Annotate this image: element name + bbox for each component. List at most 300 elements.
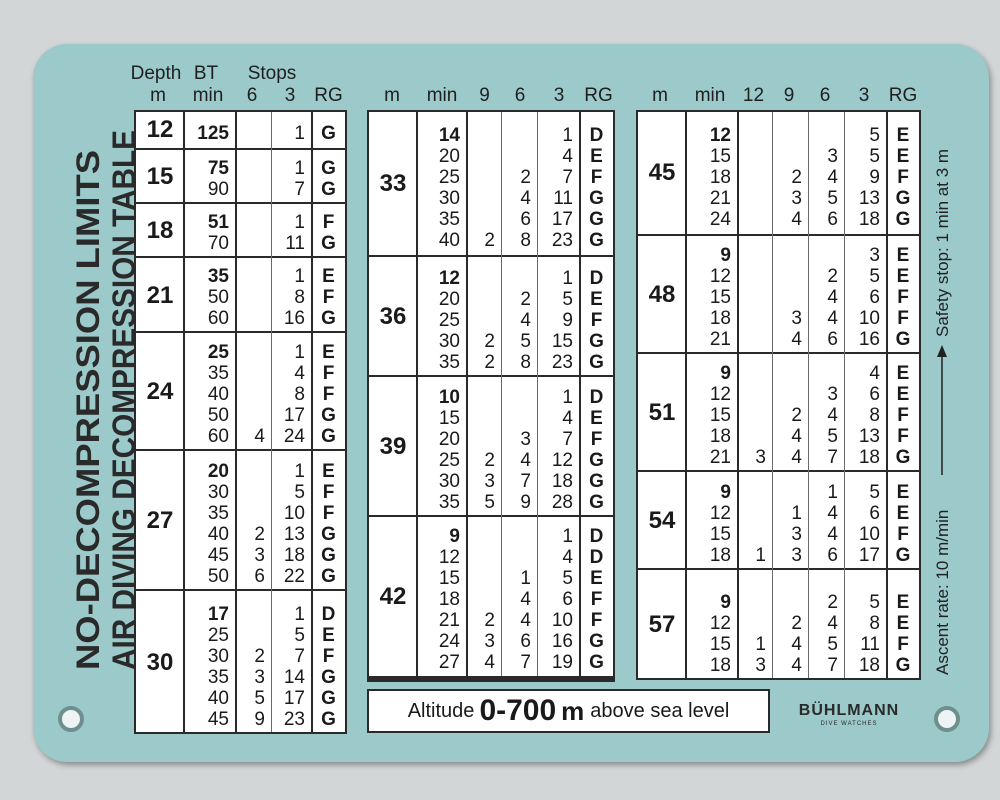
repetitive-group: F: [897, 426, 909, 447]
repetitive-group: G: [895, 655, 911, 676]
stop-minutes: 5: [869, 592, 880, 613]
table-row: [369, 375, 613, 517]
column-s3: [538, 517, 580, 677]
repetitive-group: F: [897, 405, 909, 426]
stop-minutes: 5: [869, 125, 880, 146]
column-s12: [738, 472, 773, 570]
repetitive-group: G: [589, 492, 604, 513]
repetitive-group: E: [322, 461, 335, 482]
table-row: [136, 148, 345, 204]
bottom-time: 9: [720, 592, 731, 613]
column-bt: [184, 451, 236, 591]
column-bt: [184, 112, 236, 148]
stop-minutes: 13: [858, 188, 880, 209]
header-t1-stop-3: 3: [284, 85, 296, 106]
stop-minutes: 3: [827, 146, 838, 167]
stop-minutes: 23: [283, 709, 305, 730]
stop-minutes: 4: [827, 524, 838, 545]
altitude-box: [367, 689, 770, 733]
repetitive-group: G: [589, 652, 604, 673]
column-s3: [272, 333, 312, 451]
bottom-time: 18: [709, 545, 731, 566]
repetitive-group: G: [321, 709, 336, 730]
bottom-time: 12: [709, 613, 731, 634]
repetitive-group: G: [321, 524, 336, 545]
bottom-time: 14: [438, 125, 460, 146]
stop-minutes: 5: [520, 331, 531, 352]
bottom-time: 12: [709, 125, 731, 146]
header-t3-rg: RG: [888, 85, 918, 106]
repetitive-group: F: [322, 287, 335, 308]
bottom-time: 50: [207, 287, 229, 308]
brand-sub: DIVE WATCHES: [820, 721, 878, 727]
stop-minutes: 6: [827, 545, 838, 566]
stop-minutes: 1: [791, 503, 802, 524]
stop-minutes: 4: [827, 167, 838, 188]
repetitive-group: F: [590, 610, 603, 631]
altitude-range: 0-700: [479, 694, 557, 727]
stop-minutes: 4: [520, 188, 531, 209]
stop-minutes: 6: [869, 384, 880, 405]
column-bt: [686, 236, 738, 354]
column-rg: [887, 472, 919, 570]
bottom-time: 21: [709, 447, 731, 468]
depth-value: 27: [146, 507, 174, 534]
bottom-time: 125: [197, 123, 229, 144]
column-s9: [467, 112, 502, 255]
depth-value: 48: [648, 281, 676, 308]
column-s9: [773, 112, 809, 234]
repetitive-group: G: [321, 688, 336, 709]
stop-minutes: 6: [562, 589, 573, 610]
depth-value: 18: [146, 217, 174, 244]
stop-minutes: 2: [520, 167, 531, 188]
stop-minutes: 1: [520, 568, 531, 589]
stop-minutes: 5: [827, 188, 838, 209]
stop-minutes: 4: [520, 310, 531, 331]
bottom-time: 21: [438, 610, 460, 631]
bottom-time: 45: [207, 545, 229, 566]
bottom-time: 35: [207, 667, 229, 688]
bottom-time: 15: [709, 524, 731, 545]
table-row: [638, 470, 919, 570]
repetitive-group: F: [897, 308, 909, 329]
stop-minutes: 1: [294, 266, 305, 287]
bottom-time: 35: [438, 209, 460, 230]
repetitive-group: D: [589, 387, 604, 408]
stop-minutes: 28: [551, 492, 573, 513]
column-s6: [809, 570, 845, 680]
stop-minutes: 6: [827, 209, 838, 230]
repetitive-group: E: [896, 592, 910, 613]
column-s6: [236, 451, 272, 591]
stop-minutes: 1: [827, 482, 838, 503]
bottom-time: 35: [207, 363, 229, 384]
column-divider: [183, 112, 185, 732]
bottom-time: 60: [207, 308, 229, 329]
bottom-time: 20: [438, 146, 460, 167]
header-t1-stop-6: 6: [246, 85, 258, 106]
stop-minutes: 2: [254, 524, 265, 545]
column-bt: [417, 377, 467, 517]
repetitive-group: G: [321, 308, 336, 329]
bottom-time: 12: [709, 503, 731, 524]
repetitive-group: E: [322, 342, 335, 363]
stop-minutes: 3: [827, 384, 838, 405]
bottom-time: 35: [438, 352, 460, 373]
stop-minutes: 3: [484, 631, 495, 652]
column-s3: [272, 591, 312, 734]
bottom-time: 25: [207, 625, 229, 646]
stop-minutes: 9: [520, 492, 531, 513]
stop-minutes: 4: [562, 146, 573, 167]
column-s3: [845, 112, 887, 234]
bottom-time: 35: [438, 492, 460, 513]
column-rg: [887, 236, 919, 354]
column-bt: [686, 472, 738, 570]
stop-minutes: 7: [294, 179, 305, 200]
bottom-time: 12: [438, 547, 460, 568]
repetitive-group: G: [321, 405, 336, 426]
stop-minutes: 3: [254, 667, 265, 688]
depth-value: 15: [146, 163, 174, 190]
repetitive-group: E: [322, 266, 335, 287]
header-bt: BT: [193, 63, 219, 84]
depth-value: 39: [379, 433, 407, 460]
stop-minutes: 11: [860, 634, 880, 655]
bottom-time: 20: [207, 461, 229, 482]
repetitive-group: G: [589, 331, 604, 352]
bottom-time: 12: [709, 384, 731, 405]
bottom-time: 9: [720, 482, 731, 503]
column-divider: [235, 112, 237, 732]
stop-minutes: 8: [869, 405, 880, 426]
stop-minutes: 8: [294, 384, 305, 405]
stop-minutes: 1: [294, 212, 305, 233]
ascent-rate-text: Ascent rate: 10 m/min: [933, 509, 952, 675]
stop-minutes: 5: [869, 482, 880, 503]
repetitive-group: F: [897, 287, 909, 308]
stop-minutes: 4: [827, 287, 838, 308]
stop-minutes: 4: [791, 634, 802, 655]
stop-minutes: 13: [858, 426, 880, 447]
stop-minutes: 16: [283, 308, 305, 329]
stop-minutes: 5: [869, 266, 880, 287]
stop-minutes: 2: [791, 613, 802, 634]
bottom-time: 40: [207, 688, 229, 709]
stop-minutes: 2: [484, 610, 495, 631]
stop-minutes: 8: [520, 352, 531, 373]
side-notes: [928, 110, 962, 680]
table-row: [638, 112, 919, 234]
bottom-time: 30: [438, 471, 460, 492]
column-s3: [538, 377, 580, 517]
column-s3: [845, 472, 887, 570]
column-s3: [845, 236, 887, 354]
bottom-time: 15: [709, 634, 731, 655]
header-t3-9: 9: [783, 85, 795, 106]
column-s3: [538, 257, 580, 377]
stop-minutes: 18: [551, 471, 573, 492]
stop-minutes: 14: [283, 667, 305, 688]
repetitive-group: F: [590, 310, 603, 331]
table-row: [136, 112, 345, 148]
repetitive-group: E: [896, 482, 910, 503]
stop-minutes: 4: [520, 589, 531, 610]
safety-stop-text: Safety stop: 1 min at 3 m: [933, 148, 952, 337]
stop-minutes: 6: [869, 287, 880, 308]
bottom-time: 25: [438, 167, 460, 188]
bottom-time: 35: [207, 266, 229, 287]
altitude-unit: m: [561, 695, 585, 726]
repetitive-group: F: [322, 482, 335, 503]
column-rg: [312, 258, 345, 333]
column-s6: [236, 112, 272, 148]
bottom-time: 20: [438, 429, 460, 450]
depth-value: 51: [648, 399, 676, 426]
column-s9: [773, 570, 809, 680]
header-t1-bt-unit: min: [192, 85, 224, 106]
stop-minutes: 15: [551, 331, 573, 352]
repetitive-group: E: [322, 625, 335, 646]
header-t2-9: 9: [479, 85, 490, 106]
column-s9: [773, 236, 809, 354]
column-rg: [312, 204, 345, 258]
column-s6: [809, 236, 845, 354]
stop-minutes: 8: [520, 230, 531, 251]
stop-minutes: 3: [791, 188, 802, 209]
stop-minutes: 1: [562, 526, 573, 547]
stop-minutes: 18: [858, 655, 880, 676]
header-depth: Depth: [130, 63, 182, 84]
bottom-time: 30: [438, 188, 460, 209]
stop-minutes: 4: [484, 652, 495, 673]
bottom-time: 60: [207, 426, 229, 447]
repetitive-group: F: [322, 384, 335, 405]
depth-value: 21: [146, 281, 174, 309]
bottom-time: 18: [709, 167, 731, 188]
depth-value: 57: [648, 611, 676, 638]
bottom-time: 15: [438, 408, 460, 429]
repetitive-group: E: [590, 289, 603, 310]
column-rg: [887, 354, 919, 472]
stop-minutes: 3: [755, 447, 766, 468]
stop-minutes: 7: [294, 646, 305, 667]
stop-minutes: 12: [551, 450, 573, 471]
bottom-time: 15: [709, 146, 731, 167]
repetitive-group: G: [321, 179, 336, 200]
stop-minutes: 7: [520, 652, 531, 673]
stop-minutes: 11: [285, 233, 305, 254]
repetitive-group: G: [895, 329, 911, 350]
column-s6: [236, 333, 272, 451]
column-divider: [501, 112, 502, 676]
bottom-time: 24: [438, 631, 460, 652]
repetitive-group: G: [589, 352, 604, 373]
repetitive-group: F: [322, 503, 335, 524]
altitude-prefix: Altitude: [407, 699, 475, 722]
repetitive-group: G: [589, 471, 604, 492]
title-line1: NO-DECOMPRESSION LIMITS: [70, 213, 106, 670]
stop-minutes: 6: [827, 329, 838, 350]
bottom-time: 70: [207, 233, 229, 254]
stop-minutes: 3: [791, 308, 802, 329]
stop-minutes: 6: [520, 631, 531, 652]
stop-minutes: 9: [869, 167, 880, 188]
table-deep: [636, 110, 921, 680]
column-s6: [809, 354, 845, 472]
column-divider: [416, 112, 418, 676]
stop-minutes: 10: [858, 524, 880, 545]
stop-minutes: 2: [484, 331, 495, 352]
repetitive-group: E: [896, 266, 910, 287]
table-row: [136, 331, 345, 451]
repetitive-group: F: [322, 646, 335, 667]
column-s3: [845, 354, 887, 472]
depth-value: 42: [379, 583, 407, 610]
bottom-time: 21: [709, 329, 731, 350]
repetitive-group: G: [895, 545, 911, 566]
bottom-time: 9: [720, 363, 731, 384]
column-bt: [686, 570, 738, 680]
stop-minutes: 3: [869, 245, 880, 266]
stop-minutes: 5: [827, 634, 838, 655]
stop-minutes: 16: [858, 329, 880, 350]
table-row: [638, 352, 919, 472]
repetitive-group: E: [896, 613, 910, 634]
stop-minutes: 3: [791, 524, 802, 545]
stop-minutes: 10: [283, 503, 305, 524]
stop-minutes: 4: [294, 363, 305, 384]
column-divider: [886, 112, 888, 678]
column-divider: [808, 112, 809, 678]
header-t3-12: 12: [742, 85, 765, 106]
stop-minutes: 1: [562, 387, 573, 408]
repetitive-group: F: [322, 363, 335, 384]
stop-minutes: 2: [484, 230, 495, 251]
header-t1-rg: RG: [314, 85, 343, 106]
stop-minutes: 7: [562, 167, 573, 188]
column-s9: [467, 257, 502, 377]
stop-minutes: 2: [791, 167, 802, 188]
stop-minutes: 24: [283, 426, 305, 447]
column-s6: [502, 517, 538, 677]
stop-minutes: 1: [562, 125, 573, 146]
bottom-time: 18: [709, 426, 731, 447]
repetitive-group: E: [896, 125, 910, 146]
stop-minutes: 10: [551, 610, 573, 631]
stop-minutes: 11: [553, 188, 573, 209]
stop-minutes: 4: [869, 363, 880, 384]
repetitive-group: F: [897, 634, 909, 655]
depth-value: 33: [379, 169, 407, 197]
stop-minutes: 3: [520, 429, 531, 450]
bottom-time: 18: [709, 655, 731, 676]
depth-value: 45: [648, 159, 676, 186]
table-row: [369, 112, 613, 255]
column-rg: [312, 333, 345, 451]
stop-minutes: 17: [283, 688, 305, 709]
bottom-time: 50: [207, 566, 229, 587]
column-s6: [236, 150, 272, 204]
repetitive-group: D: [589, 125, 604, 146]
stop-minutes: 4: [791, 209, 802, 230]
bottom-time: 15: [709, 405, 731, 426]
column-s9: [467, 517, 502, 677]
column-bt: [686, 354, 738, 472]
table-row: [136, 256, 345, 333]
column-s12: [738, 570, 773, 680]
stop-minutes: 3: [484, 471, 495, 492]
vertical-title: [55, 89, 142, 670]
repetitive-group: E: [896, 503, 910, 524]
stop-minutes: 4: [520, 610, 531, 631]
stop-minutes: 7: [827, 655, 838, 676]
bottom-time: 30: [207, 482, 229, 503]
column-s6: [236, 204, 272, 258]
stop-minutes: 7: [562, 429, 573, 450]
repetitive-group: D: [321, 604, 336, 625]
stop-minutes: 8: [869, 613, 880, 634]
stop-minutes: 1: [755, 634, 766, 655]
column-s12: [738, 236, 773, 354]
repetitive-group: E: [896, 146, 910, 167]
header-t3-min: min: [694, 85, 726, 106]
repetitive-group: F: [590, 589, 603, 610]
repetitive-group: G: [895, 209, 911, 230]
column-bt: [184, 258, 236, 333]
stop-minutes: 17: [283, 405, 305, 426]
column-s6: [502, 377, 538, 517]
stop-minutes: 3: [755, 655, 766, 676]
stop-minutes: 1: [294, 461, 305, 482]
stop-minutes: 10: [858, 308, 880, 329]
bottom-time: 25: [438, 450, 460, 471]
repetitive-group: G: [895, 447, 911, 468]
altitude-suffix: above sea level: [590, 699, 730, 722]
column-s3: [538, 112, 580, 255]
repetitive-group: E: [590, 568, 603, 589]
column-bt: [184, 204, 236, 258]
header-t2-3: 3: [553, 85, 565, 106]
stop-minutes: 4: [562, 547, 573, 568]
stop-minutes: 19: [551, 652, 573, 673]
bottom-time: 30: [438, 331, 460, 352]
stop-minutes: 1: [562, 268, 573, 289]
stop-minutes: 3: [254, 545, 265, 566]
column-rg: [580, 257, 613, 377]
column-divider: [737, 112, 739, 678]
bottom-time: 50: [207, 405, 229, 426]
header-t3-3: 3: [858, 85, 870, 106]
bottom-time: 25: [438, 310, 460, 331]
stop-minutes: 2: [254, 646, 265, 667]
stop-minutes: 8: [294, 287, 305, 308]
bottom-time: 15: [438, 568, 460, 589]
bottom-time: 12: [438, 268, 460, 289]
column-bt: [417, 112, 467, 255]
stop-minutes: 2: [484, 352, 495, 373]
depth-value: 36: [379, 303, 407, 330]
column-rg: [312, 451, 345, 591]
header-t2-m: m: [384, 85, 400, 106]
repetitive-group: G: [589, 209, 604, 230]
bottom-time: 40: [207, 524, 229, 545]
table-row: [136, 449, 345, 591]
stop-minutes: 4: [791, 426, 802, 447]
stop-minutes: 7: [827, 447, 838, 468]
column-s6: [236, 591, 272, 734]
